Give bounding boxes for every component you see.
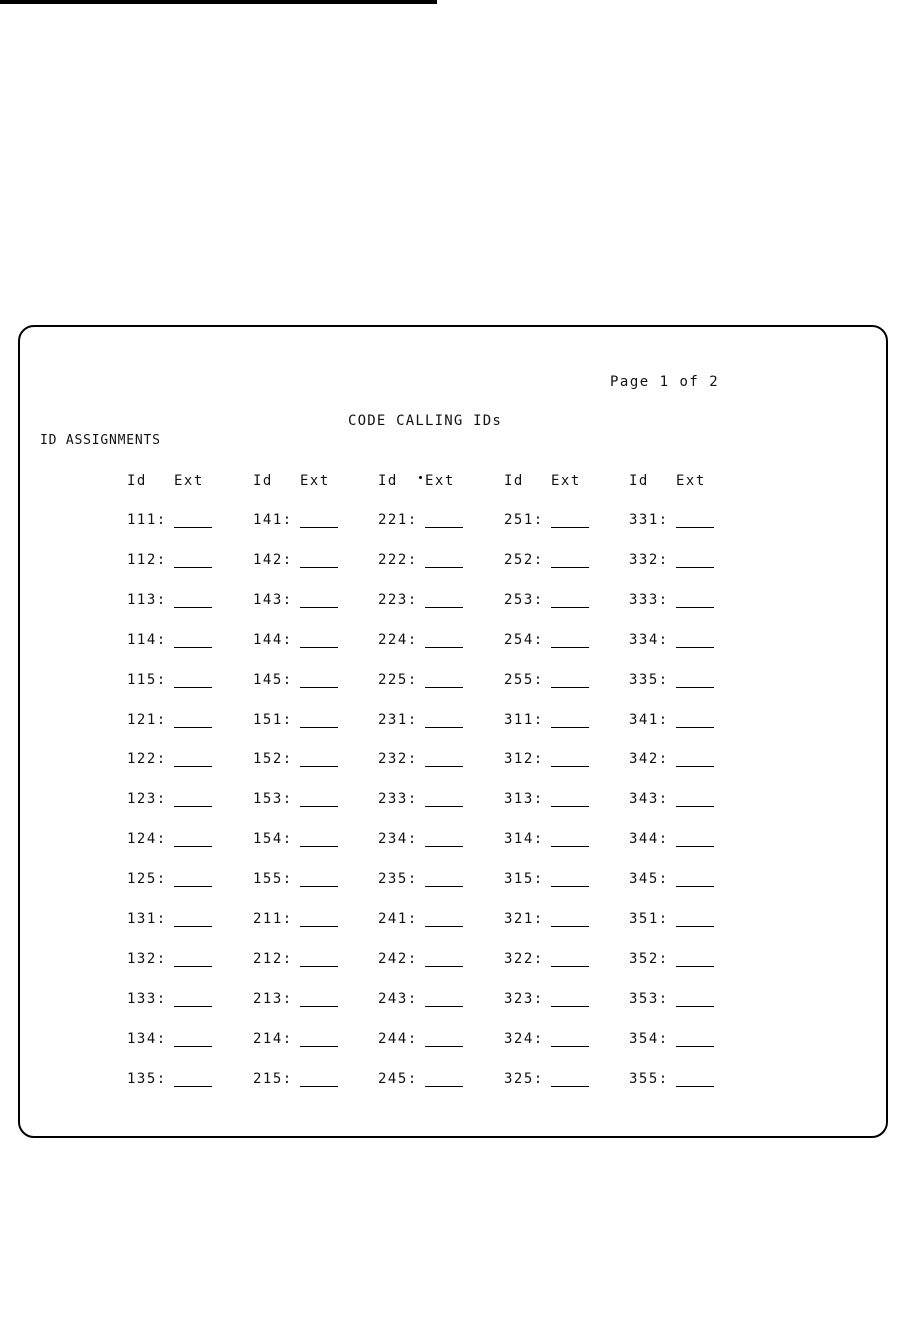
table-row	[20, 672, 886, 694]
id-label: 113:	[127, 591, 167, 608]
column-header-ext: Ext	[300, 473, 330, 489]
id-label: 335:	[629, 671, 669, 688]
extension-field[interactable]	[551, 607, 589, 608]
table-row	[20, 791, 886, 813]
id-label: 211:	[253, 911, 293, 927]
id-label: 235:	[378, 871, 418, 888]
id-label: 231:	[378, 711, 418, 728]
extension-field[interactable]	[425, 966, 463, 967]
extension-field[interactable]	[300, 1006, 338, 1007]
id-label: 343:	[629, 791, 669, 808]
extension-field[interactable]	[174, 966, 212, 967]
extension-field[interactable]	[174, 766, 212, 767]
table-row	[20, 871, 886, 893]
column-header-ext: Ext	[174, 473, 204, 489]
id-label: 334:	[629, 631, 669, 648]
table-row	[20, 552, 886, 574]
id-label: 152:	[253, 751, 293, 768]
id-label: 243:	[378, 990, 418, 1007]
id-label: 151:	[253, 711, 293, 728]
extension-field[interactable]	[425, 647, 463, 648]
extension-field[interactable]	[676, 846, 714, 847]
extension-field[interactable]	[551, 806, 589, 807]
id-label: 225:	[378, 671, 418, 688]
top-rule	[0, 0, 437, 4]
extension-field[interactable]	[551, 687, 589, 688]
extension-field[interactable]	[425, 607, 463, 608]
extension-field[interactable]	[425, 766, 463, 767]
extension-field[interactable]	[174, 567, 212, 568]
extension-field[interactable]	[300, 647, 338, 648]
extension-field[interactable]	[174, 1006, 212, 1007]
id-label: 345:	[629, 871, 669, 888]
extension-field[interactable]	[676, 567, 714, 568]
extension-field[interactable]	[425, 1086, 463, 1087]
id-label: 251:	[504, 512, 544, 528]
id-label: 224:	[378, 631, 418, 648]
id-label: 325:	[504, 1070, 544, 1087]
id-label: 344:	[629, 831, 669, 848]
extension-field[interactable]	[551, 1086, 589, 1087]
extension-field[interactable]	[300, 1086, 338, 1087]
table-row	[20, 911, 886, 933]
id-label: 252:	[504, 551, 544, 568]
section-label: ID ASSIGNMENTS	[40, 433, 161, 448]
extension-field[interactable]	[174, 846, 212, 847]
extension-field[interactable]	[425, 567, 463, 568]
column-header-id: Id	[253, 473, 273, 489]
id-label: 232:	[378, 751, 418, 768]
table-row	[20, 632, 886, 654]
id-label: 133:	[127, 990, 167, 1007]
column-header-id: Id	[378, 473, 398, 489]
id-label: 244:	[378, 1030, 418, 1047]
table-row	[20, 831, 886, 853]
extension-field[interactable]	[551, 926, 589, 927]
id-label: 143:	[253, 591, 293, 608]
id-label: 132:	[127, 950, 167, 967]
extension-field[interactable]	[425, 886, 463, 887]
table-row	[20, 751, 886, 773]
id-label: 215:	[253, 1070, 293, 1087]
screen-title: CODE CALLING IDs	[348, 413, 503, 429]
id-label: 234:	[378, 831, 418, 848]
id-label: 342:	[629, 751, 669, 768]
id-label: 123:	[127, 791, 167, 808]
id-label: 254:	[504, 631, 544, 648]
page-indicator: Page 1 of 2	[610, 374, 720, 390]
id-label: 112:	[127, 551, 167, 568]
id-label: 212:	[253, 950, 293, 967]
id-label: 333:	[629, 591, 669, 608]
extension-field[interactable]	[300, 727, 338, 728]
extension-field[interactable]	[425, 1046, 463, 1047]
extension-field[interactable]	[174, 926, 212, 927]
extension-field[interactable]	[174, 1046, 212, 1047]
extension-field[interactable]	[425, 1006, 463, 1007]
extension-field[interactable]	[300, 766, 338, 767]
id-label: 222:	[378, 551, 418, 568]
extension-field[interactable]	[551, 567, 589, 568]
id-label: 352:	[629, 950, 669, 967]
id-label: 142:	[253, 551, 293, 568]
stray-dot	[419, 476, 422, 479]
id-label: 332:	[629, 551, 669, 568]
id-label: 322:	[504, 950, 544, 967]
extension-field[interactable]	[676, 886, 714, 887]
extension-field[interactable]	[551, 766, 589, 767]
id-label: 323:	[504, 990, 544, 1007]
id-label: 331:	[629, 512, 669, 528]
extension-field[interactable]	[174, 806, 212, 807]
extension-field[interactable]	[174, 886, 212, 887]
extension-field[interactable]	[300, 687, 338, 688]
id-label: 255:	[504, 671, 544, 688]
extension-field[interactable]	[174, 647, 212, 648]
id-label: 124:	[127, 831, 167, 848]
extension-field[interactable]	[174, 527, 212, 528]
id-label: 321:	[504, 911, 544, 927]
id-label: 353:	[629, 990, 669, 1007]
table-row	[20, 1071, 886, 1093]
id-label: 141:	[253, 512, 293, 528]
extension-field[interactable]	[425, 687, 463, 688]
id-label: 121:	[127, 711, 167, 728]
extension-field[interactable]	[551, 647, 589, 648]
extension-field[interactable]	[551, 527, 589, 528]
id-label: 145:	[253, 671, 293, 688]
column-header-id: Id	[504, 473, 524, 489]
id-label: 125:	[127, 871, 167, 888]
id-label: 155:	[253, 871, 293, 888]
extension-field[interactable]	[425, 806, 463, 807]
extension-field[interactable]	[174, 727, 212, 728]
extension-field[interactable]	[300, 966, 338, 967]
id-label: 241:	[378, 911, 418, 927]
id-label: 312:	[504, 751, 544, 768]
extension-field[interactable]	[425, 926, 463, 927]
id-label: 245:	[378, 1070, 418, 1087]
extension-field[interactable]	[676, 687, 714, 688]
id-label: 214:	[253, 1030, 293, 1047]
extension-field[interactable]	[300, 1046, 338, 1047]
extension-field[interactable]	[676, 1006, 714, 1007]
id-label: 242:	[378, 950, 418, 967]
extension-field[interactable]	[676, 527, 714, 528]
extension-field[interactable]	[551, 1006, 589, 1007]
column-header-ext: Ext	[551, 473, 581, 489]
extension-field[interactable]	[300, 806, 338, 807]
extension-field[interactable]	[551, 966, 589, 967]
id-label: 313:	[504, 791, 544, 808]
id-label: 135:	[127, 1070, 167, 1087]
id-label: 354:	[629, 1030, 669, 1047]
id-label: 115:	[127, 671, 167, 688]
column-header-ext: Ext	[425, 473, 455, 489]
extension-field[interactable]	[676, 966, 714, 967]
table-row	[20, 991, 886, 1013]
id-label: 314:	[504, 831, 544, 848]
id-label: 111:	[127, 512, 167, 528]
id-label: 351:	[629, 911, 669, 927]
id-label: 221:	[378, 512, 418, 528]
extension-field[interactable]	[676, 766, 714, 767]
id-label: 114:	[127, 631, 167, 648]
table-row	[20, 712, 886, 734]
id-label: 154:	[253, 831, 293, 848]
id-label: 233:	[378, 791, 418, 808]
id-label: 144:	[253, 631, 293, 648]
terminal-screen	[18, 325, 888, 1138]
id-label: 153:	[253, 791, 293, 808]
id-label: 341:	[629, 711, 669, 728]
extension-field[interactable]	[676, 926, 714, 927]
extension-field[interactable]	[551, 886, 589, 887]
extension-field[interactable]	[300, 926, 338, 927]
extension-field[interactable]	[676, 607, 714, 608]
id-label: 355:	[629, 1070, 669, 1087]
extension-field[interactable]	[174, 687, 212, 688]
id-label: 213:	[253, 990, 293, 1007]
extension-field[interactable]	[300, 567, 338, 568]
extension-field[interactable]	[300, 607, 338, 608]
extension-field[interactable]	[425, 727, 463, 728]
id-label: 134:	[127, 1030, 167, 1047]
extension-field[interactable]	[676, 1086, 714, 1087]
id-label: 253:	[504, 591, 544, 608]
column-header-id: Id	[629, 473, 649, 489]
table-row	[20, 512, 886, 534]
extension-field[interactable]	[425, 527, 463, 528]
extension-field[interactable]	[551, 727, 589, 728]
extension-field[interactable]	[300, 846, 338, 847]
id-label: 315:	[504, 871, 544, 888]
extension-field[interactable]	[174, 1086, 212, 1087]
extension-field[interactable]	[676, 727, 714, 728]
extension-field[interactable]	[551, 846, 589, 847]
extension-field[interactable]	[551, 1046, 589, 1047]
extension-field[interactable]	[676, 1046, 714, 1047]
extension-field[interactable]	[676, 806, 714, 807]
extension-field[interactable]	[676, 647, 714, 648]
id-label: 131:	[127, 911, 167, 927]
extension-field[interactable]	[425, 846, 463, 847]
id-label: 223:	[378, 591, 418, 608]
extension-field[interactable]	[174, 607, 212, 608]
table-row	[20, 1031, 886, 1053]
id-label: 324:	[504, 1030, 544, 1047]
id-label: 311:	[504, 711, 544, 728]
extension-field[interactable]	[300, 886, 338, 887]
column-header-id: Id	[127, 473, 147, 489]
id-label: 122:	[127, 751, 167, 768]
column-header-ext: Ext	[676, 473, 706, 489]
table-row	[20, 592, 886, 614]
table-row	[20, 951, 886, 973]
extension-field[interactable]	[300, 527, 338, 528]
